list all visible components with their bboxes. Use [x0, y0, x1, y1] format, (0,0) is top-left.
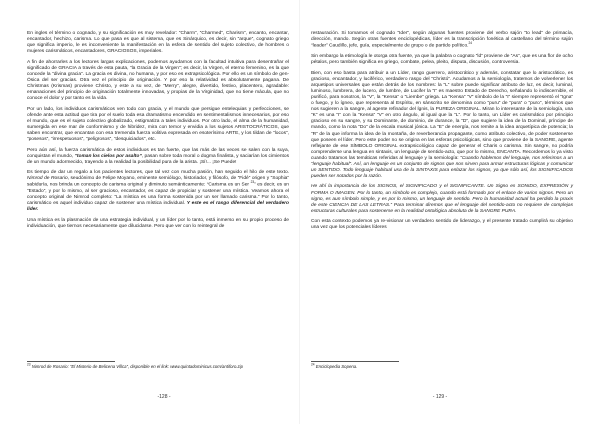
- right-page: [311, 31, 573, 391]
- footnote-number: 24: [311, 362, 315, 367]
- right-paragraph-4: He ahí la importancia de los SIGNOS, el SIGNIFICADO y el SIGNIFICANTE. Un Signo es SONIDO, EXPRESIÓN y FORMA O IMAGEN. Por lo tanto, un símbolo es complejo, cuando está formado por el enlace de varios signos. Pero un signo, es aun símbolo simple, y es por lo mismo, un lenguaje de sentido. Pero la humanidad actual ha perdido la praxis de este CIENCIA DE LAS LETRAS.” Para terminar diremos que el lenguaje del sentido-acto no requiere de complejas estructuras culturales para sostenerse en la realidad ontológica absoluta de la SANGRE PURA.: [311, 184, 573, 214]
- left-paragraph-3: Por un lado, los individuos carismáticos ven todo con gracia, y el mundo que persigue entelequias y perfecciones, se ofende ante esta actitud que tira por el suelo toda esa dramatismo encendido en sentimentalismos innecesarios, por eso el mundo, que es el sujeto colectivo globalizado, estigmatiza a tales individuos. Por otro lado, el alma de la humanidad, sumergida en ese mar de conformismo y de hibridez, mira con temor y envidia a los sujetos ARISTOCRÁTICOS, que saben encontrar, que encantan con esa tremenda fuerza volitiva expresada en esoterísimo ARTE, y los tildan de “locos”, “posesos”, “irrespetuosos”, “peligrosos”, “desquiciados”, etc.: [27, 106, 289, 142]
- left-p5-author: Nimrod de Rosario: [27, 176, 68, 182]
- footnote-ref-23[interactable]: 23: [250, 180, 255, 185]
- left-p5-text-d: ”: [254, 183, 256, 189]
- right-paragraph-3: [311, 71, 573, 180]
- left-p5-text-c: , seudónimo de Felipe Moyano, eminente semiólogo, historiador, y filósofo, de “Fidé” origen y “Sophia” sabiduría, nos brinda un concepto de carisma original y diminuto semánticamente: “Carisma es un Ser: [27, 176, 289, 189]
- footnote-ref-24[interactable]: 24: [468, 41, 473, 46]
- footnote-text: Nimrod de Rosario: “El Misterio de Belicena Villca”, disponible en el link: www.quintadominicus.com/antiforo.zip: [31, 364, 244, 369]
- left-page: [27, 31, 289, 391]
- left-p4-emphasis: “toman los cielos por asalto”: [74, 153, 142, 159]
- left-p5-emphasis: Y este es el rasgo diferencial del verdadero líder.: [27, 201, 289, 213]
- left-paragraph-2: A fin de ahorrarles a los lectores largas explicaciones, podemos ayudarnos con la facultad intuitiva para desentrañar el significado de GRACIA a través de esta pauta, “la Gracia de la Virgen”; es decir, la Virgen, el eterno femenino, es la que concede la “divina gracia”. La gracia es divina, no humana, y por eso es extrapsicológica. Por ello es un símbolo de gen-Ósica del ser gracias. Otra vez el principio de originación. Y por eso la relatividad es absolutamente pagana. De Christmas (Krismas) proviene Christo, y este a su vez, de “Merry”, alegre, divertido, festivo, placentero, agradable: emanaciones del principio de originación totalmente innovadas, y propias de la Virginidad, que no tiene mácula, que no conoce el dolor y por tanto es la vida.: [27, 59, 289, 102]
- left-page-number: -128 -: [157, 394, 171, 400]
- right-paragraph-1: [311, 31, 573, 50]
- left-p5-text-a: Es tiempo de dar un regalo a los pacientes lectores, que tal vez con mucha pasión, han seguido el hilo de este texto.: [27, 170, 289, 176]
- left-p5-text-e: es decir, es un “Estado”, y por lo mismo, al ser gracioso, encantador, es capaz de propiciar y sostener una mística. Veamos ahora el concepto original de Nimrod completo: “La mística es una forma sostenida por un ser llamado carisma.” Por lo tanto, carismático es aquel individuo capaz de sostener una mística individual.: [27, 183, 289, 207]
- right-p3-text: Bien, con eso basta para atribuir a un Líder, rango guerrero, aristocrático y además, constatar que lo aristocrático, es gracioso, encantador, y luciférico, verdadero rasgo del “Christó”. Acudamos a la semiología, tratemos de volverlener los arquetipos universales que están detrás de los nombres: la “L” sobre puede significar atributo de luz, es decir, luminal, luminoso, lumbrera, de lucero, de lumbre, de Lucifer la “I” es maestro Estado de Derecho, señalando lo indiscernible, el purificó, para nosotros, la “V”, la “Kensa” o “Liembe” griega. La “Kensa” “V” símbolo de la “I” siempre representó el “Igna” o fuego, y lo ígneo, que representa al Espíritu, en sánscrito se denomina como “puru” de “pura” o “puro”, términos que nos sugieren a la sangre, al agente refinador del Ígnis, la PUREZA ORIGINAL. Miran lo interesante de la semiología, una “K” es una “I” con la “Kensa” “V” en otro ángulo, al igual que la “L”. Por lo tanto, un Líder es carismático por principio gracioso en su sangre, y su Dominante, de dominio, de durance, la “D”, que sugiere la idea de la Dominal, príncipe de mando, como la nota “Do” de la escala musical jónica. La “E” de energía, nos remite a la idea arquetípica de potencia; la “R” de la que informa la idea de la montaña, de reverberancia propagante, como atributo colectivo, de poder sostenerse que poseen el líder. Pero este poder no se origina en las esferas psicológicas, sino que proviene de la SANGRE, agente reflejante de ese SÍMBOLO ORIGINAL extrapsicológico capaz de generar el Charis o carisma. Sin sangre, no podría comprenderse una lengua en sintaxis, un lenguaje de sentido-acto, que por lo mismo, ENCANTA. Recordemos lo ya visto cuando tratamos las temáticas referidas al lenguaje y la semiología:: [311, 71, 573, 161]
- right-paragraph-5: Con esta contexto podemos ya re-visionar un verdadero sentido de liderazgo, y el presente tratado cumplirá su objetivo una vez que los potenciales líderes: [311, 219, 573, 231]
- page-gutter: [299, 0, 300, 424]
- footnote-rule: [311, 361, 399, 362]
- left-paragraph-6: Una mística es la plasmación de una estrategia individual, y un líder por lo tanto, está inmerso en su propio proceso de individuación, que tiernos necesariamente que dilucidarse. Pero que ver con lo reintegral de: [27, 217, 289, 229]
- right-paragraph-2: Sin embargo la etimología le otorga otra fuente, ya que la palabra o cognato “ld” proviene de “As”, que es una flor de ocho pétalos, pero también significa en griego, combate, pelea, pleito, disputa, discusión, controversia.: [311, 54, 573, 66]
- left-paragraph-5: [27, 170, 289, 213]
- left-p4-text-c: , pasan sobre toda moral o dogma finalista, y saciarían los cimientos de un mundo adormecido, trayendo a la realidad la posibilidad pura de la arista. ¡Sí!... ¡Se Puede!: [27, 153, 289, 165]
- footnote-text: Enciclopedia Sopena.: [315, 364, 358, 369]
- right-page-number: - 129 -: [432, 394, 448, 400]
- left-p4-text-a: Pero aún así, la fuerza carismática de estos individuos es tan fuerte, que las más de las veces se salen con la suya, conquistan el mundo,: [27, 147, 289, 159]
- left-paragraph-1: En ingles el término o cognado, y su significación es muy revelador: “Charm”, “Charmed”, Charism”, encanto, encantar, encantador, hechizo, carisma. Lo que pasa es que al sistema, que es Sinárquico, es decir, sin “arque”, cognato griego que significa imperio, le es inconveniente la manifestación en la esfera de sentido del sujeto colectivo, de hombres o mujeres carismáticos, encantadores, GRACIOSOS, imperiales.: [27, 31, 289, 55]
- footnote-24: [311, 364, 573, 369]
- left-paragraph-4: [27, 148, 289, 166]
- right-p1-text: restauración. Si tomamos el cognado “Ider”, según algunas fuentes proviene del verbo sajón “to lead” de primacía, dirección, mando. Según otras fuentes enciclopédicas, líder es la transcripción fonética al castellano del término sajón “leader” Caudillo, jefe, guía, especialmente de grupo o de partido político.: [311, 31, 573, 49]
- footnote-number: 23: [27, 362, 31, 367]
- footnote-rule: [27, 361, 115, 362]
- right-p3-quote: “Cuando hablemos del lenguaje, nos referimos a un “lenguaje habitual”. Así, un lenguaje es un conjunto de signos que nos sirven para armar estructuras lógicas y comunicar un SENTIDO. Todo lenguaje habitual usa de la SINTAXIS para enlazar los signos, ya que sólo así, los SIGNIFICADOS pueden ser notados por la razón.: [311, 155, 573, 179]
- footnote-23: [27, 364, 289, 369]
